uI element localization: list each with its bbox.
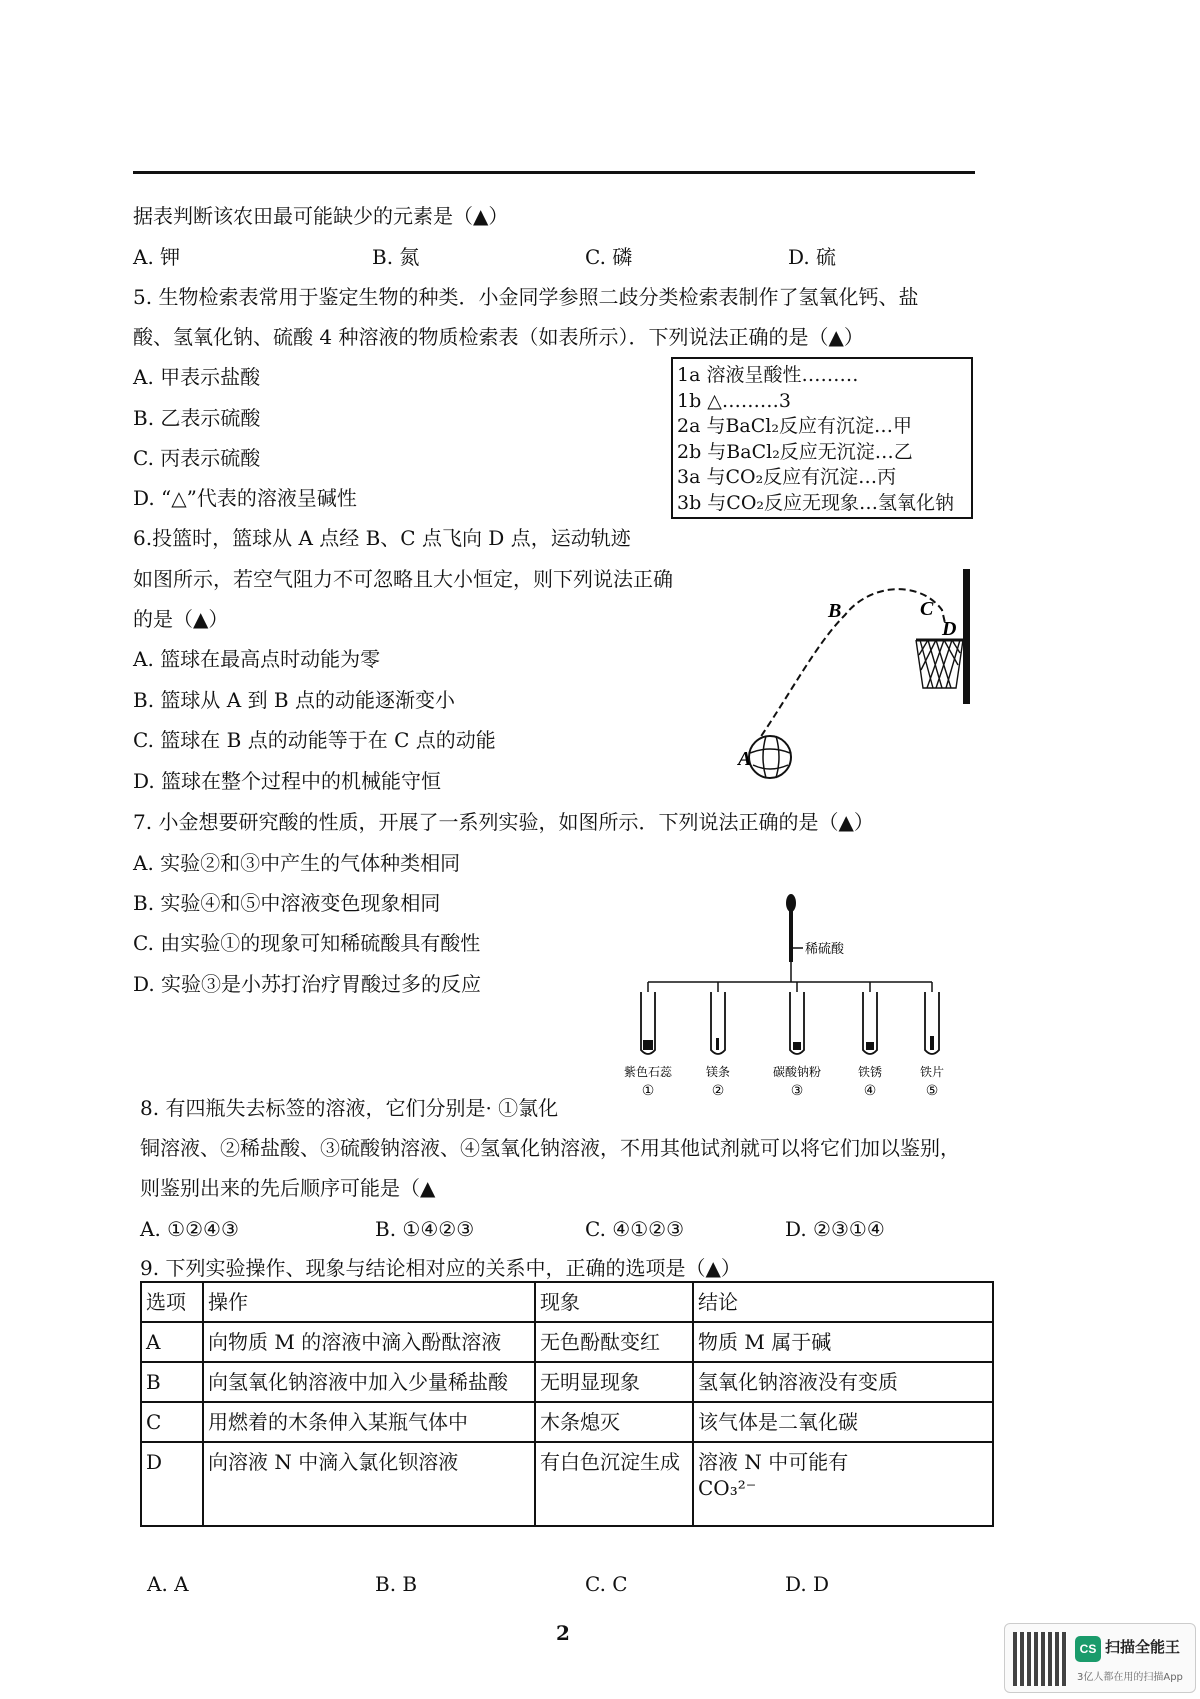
q5-key-line: 2b 与BaCl₂反应无沉淀…乙 <box>677 440 913 463</box>
acid-experiment-figure <box>620 890 970 1105</box>
q6-option-d: D. 篮球在整个过程中的机械能守恒 <box>133 769 442 793</box>
cell-conclusion-text: 溶液 N 中可能有 <box>698 1450 849 1474</box>
dropper-label: 稀硫酸 <box>805 942 845 957</box>
cell-conclusion: 物质 M 属于碱 <box>693 1322 993 1362</box>
q5-key-line: 3a 与CO₂反应有沉淀…丙 <box>677 466 897 488</box>
tube-label-3: 碳酸钠粉 <box>772 1065 822 1079</box>
tube-number-4: ④ <box>863 1083 877 1099</box>
table-header-row <box>141 1282 993 1322</box>
q6-option-c: C. 篮球在 B 点的动能等于在 C 点的动能 <box>133 728 496 752</box>
q8-stem-line2: 铜溶液、②稀盐酸、③硫酸钠溶液、④氢氧化钠溶液，不用其他试剂就可以将它们加以鉴别， <box>140 1136 960 1160</box>
q9-option-d: D. D <box>785 1572 830 1596</box>
point-label-d: D <box>942 618 957 640</box>
basketball-icon <box>749 736 791 778</box>
cell-operation: 用燃着的木条伸入某瓶气体中 <box>203 1402 535 1442</box>
page-number: 2 <box>556 1621 570 1645</box>
dropper-icon <box>786 894 796 962</box>
q5-option-c: C. 丙表示硫酸 <box>133 446 261 470</box>
q9-option-c: C. C <box>585 1572 628 1596</box>
q5-key-line: 1b △………3 <box>677 389 791 412</box>
q7-option-d: D. 实验③是小苏打治疗胃酸过多的反应 <box>133 972 482 996</box>
q5-key-line: 2a 与BaCl₂反应有沉淀…甲 <box>677 415 912 437</box>
q8-option-b: B. ①④②③ <box>375 1217 475 1241</box>
header-conclusion: 结论 <box>693 1282 993 1322</box>
header-phenomenon: 现象 <box>535 1282 693 1322</box>
q8-stem-line3: 则鉴别出来的先后顺序可能是（▲ <box>140 1176 436 1200</box>
table-row <box>141 1362 993 1402</box>
q7-stem: 7. 小金想要研究酸的性质，开展了一系列实验，如图所示．下列说法正确的是（▲） <box>133 810 874 834</box>
tube-number-2: ② <box>711 1083 725 1099</box>
q4-option-d: D. 硫 <box>788 245 837 269</box>
table-row <box>141 1402 993 1442</box>
point-label-a: A <box>738 748 752 770</box>
q5-option-b: B. 乙表示硫酸 <box>133 406 261 430</box>
cell-option: B <box>141 1362 203 1402</box>
q9-option-a: A. A <box>147 1572 189 1596</box>
q5-option-a: A. 甲表示盐酸 <box>133 365 261 389</box>
cell-option: C <box>141 1402 203 1442</box>
tube-number-3: ③ <box>790 1083 804 1099</box>
qr-code-icon <box>1013 1632 1067 1686</box>
scanner-watermark <box>1004 1623 1196 1693</box>
tube-label-1: 紫色石蕊 <box>623 1065 673 1079</box>
header-option: 选项 <box>141 1282 203 1322</box>
watermark-title: 扫描全能王 <box>1105 1638 1181 1656</box>
camscanner-logo-icon: CS <box>1075 1636 1101 1662</box>
top-rule <box>133 171 975 174</box>
hoop-net <box>916 640 963 688</box>
q6-stem-line3: 的是（▲） <box>133 607 229 631</box>
q7-option-a: A. 实验②和③中产生的气体种类相同 <box>133 851 461 875</box>
q4-option-a: A. 钾 <box>133 245 181 269</box>
tube-label-5: 铁片 <box>919 1065 945 1079</box>
q5-stem-line2: 酸、氢氧化钠、硫酸 4 种溶液的物质检索表（如表所示）．下列说法正确的是（▲） <box>133 325 864 349</box>
cell-phenomenon: 无色酚酞变红 <box>535 1322 693 1362</box>
q9-stem: 9. 下列实验操作、现象与结论相对应的关系中，正确的选项是（▲） <box>140 1256 741 1280</box>
tube-label-2: 镁条 <box>705 1065 731 1079</box>
q9-option-b: B. B <box>375 1572 418 1596</box>
q5-option-d: D. “△”代表的溶液呈碱性 <box>133 486 357 510</box>
cell-operation: 向溶液 N 中滴入氯化钡溶液 <box>203 1442 535 1526</box>
cell-operation: 向氢氧化钠溶液中加入少量稀盐酸 <box>203 1362 535 1402</box>
point-label-c: C <box>920 598 934 620</box>
cell-option: D <box>141 1442 203 1526</box>
q5-key-table <box>671 357 973 519</box>
table-row <box>141 1442 993 1526</box>
tube-number-1: ① <box>641 1083 655 1099</box>
q5-stem-line1: 5. 生物检索表常用于鉴定生物的种类．小金同学参照二歧分类检索表制作了氢氧化钙、盐 <box>133 285 919 309</box>
header-operation: 操作 <box>203 1282 535 1322</box>
watermark-subtitle: 3亿人都在用的扫描App <box>1077 1672 1183 1683</box>
cell-phenomenon: 有白色沉淀生成 <box>535 1442 693 1526</box>
q6-stem-line1: 6.投篮时，篮球从 A 点经 B、C 点飞向 D 点，运动轨迹 <box>133 526 631 550</box>
q4-option-b: B. 氮 <box>372 245 420 269</box>
q4-stem: 据表判断该农田最可能缺少的元素是（▲） <box>133 204 509 228</box>
q8-option-c: C. ④①②③ <box>585 1217 685 1241</box>
tube-number-5: ⑤ <box>925 1083 939 1099</box>
q9-table <box>140 1281 994 1527</box>
q6-option-b: B. 篮球从 A 到 B 点的动能逐渐变小 <box>133 688 455 712</box>
cell-phenomenon: 无明显现象 <box>535 1362 693 1402</box>
cell-conclusion: 该气体是二氧化碳 <box>693 1402 993 1442</box>
q7-option-b: B. 实验④和⑤中溶液变色现象相同 <box>133 891 441 915</box>
ball-trajectory <box>755 589 945 745</box>
q8-option-a: A. ①②④③ <box>140 1217 239 1241</box>
tube-label-4: 铁锈 <box>857 1065 883 1079</box>
q5-key-line: 3b 与CO₂反应无现象…氢氧化钠 <box>677 491 955 514</box>
cell-conclusion: 氢氧化钠溶液没有变质 <box>693 1362 993 1402</box>
q8-stem-line1: 8. 有四瓶失去标签的溶液，它们分别是· ①氯化 <box>140 1096 559 1120</box>
q8-option-d: D. ②③①④ <box>785 1217 885 1241</box>
cell-conclusion-d <box>693 1442 993 1526</box>
q6-stem-line2: 如图所示，若空气阻力不可忽略且大小恒定，则下列说法正确 <box>133 567 673 591</box>
cell-operation: 向物质 M 的溶液中滴入酚酞溶液 <box>203 1322 535 1362</box>
basketball-figure <box>720 565 980 790</box>
backboard-pole <box>963 569 970 704</box>
cell-option: A <box>141 1322 203 1362</box>
carbonate-ion: CO₃²⁻ <box>698 1476 757 1500</box>
point-label-b: B <box>828 600 842 622</box>
cell-phenomenon: 木条熄灭 <box>535 1402 693 1442</box>
q6-option-a: A. 篮球在最高点时动能为零 <box>133 647 381 671</box>
q4-option-c: C. 磷 <box>585 245 633 269</box>
q7-option-c: C. 由实验①的现象可知稀硫酸具有酸性 <box>133 931 481 955</box>
table-row <box>141 1322 993 1362</box>
q5-key-line: 1a 溶液呈酸性……… <box>677 364 859 386</box>
